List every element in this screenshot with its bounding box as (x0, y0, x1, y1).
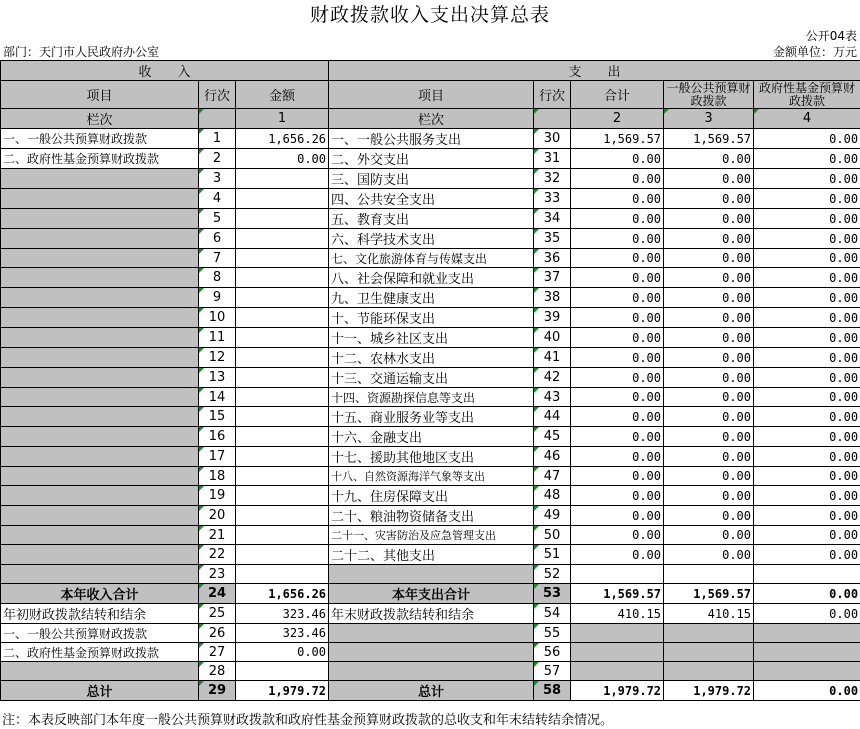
expense-rowno-cell[interactable]: 30 (534, 129, 571, 149)
fund-budget-cell[interactable]: 0.00 (754, 584, 860, 604)
table-row (1, 486, 860, 506)
expense-item-cell[interactable]: 十七、援助其他地区支出 (329, 447, 534, 467)
general-budget-cell[interactable]: 0.00 (664, 427, 754, 447)
expense-rowno-cell[interactable]: 38 (534, 288, 571, 308)
expense-rowno-cell[interactable]: 56 (534, 643, 571, 662)
general-budget-cell[interactable]: 0.00 (664, 348, 754, 368)
income-rowno-cell[interactable]: 22 (199, 545, 236, 565)
fund-budget-cell[interactable]: 0.00 (754, 388, 860, 407)
general-budget-cell[interactable]: 0.00 (664, 506, 754, 526)
income-item-cell[interactable] (1, 249, 199, 268)
income-amount-cell[interactable] (236, 388, 329, 407)
income-rowno-cell[interactable]: 7 (199, 249, 236, 268)
column-number-3[interactable]: 3 (664, 109, 754, 129)
income-rowno-cell[interactable]: 12 (199, 348, 236, 368)
unit-label: 金额单位：万元 (772, 45, 857, 59)
expense-total-cell[interactable]: 0.00 (571, 447, 664, 467)
expense-item-cell[interactable]: 二、外交支出 (329, 149, 534, 169)
expense-rowno-cell[interactable]: 31 (534, 149, 571, 169)
expense-item-cell[interactable]: 六、科学技术支出 (329, 229, 534, 249)
expense-item-cell[interactable]: 十八、自然资源海洋气象等支出 (329, 467, 534, 486)
income-item-header[interactable]: 项目 (1, 81, 199, 109)
expense-rowno-cell[interactable]: 47 (534, 467, 571, 486)
expense-total-cell[interactable]: 0.00 (571, 149, 664, 169)
income-item-cell[interactable] (1, 388, 199, 407)
general-budget-cell[interactable]: 0.00 (664, 249, 754, 268)
income-rowno-cell[interactable]: 27 (199, 643, 236, 662)
table-row (1, 624, 860, 643)
expense-rowno-cell[interactable]: 44 (534, 407, 571, 427)
general-budget-cell[interactable]: 0.00 (664, 288, 754, 308)
general-budget-cell[interactable]: 410.15 (664, 604, 754, 624)
expense-total-cell[interactable]: 0.00 (571, 268, 664, 288)
expense-column-no-label[interactable]: 栏次 (329, 109, 534, 129)
table-row (1, 249, 860, 268)
table-row (1, 584, 860, 604)
income-item-cell[interactable]: 一、一般公共预算财政拨款 (1, 129, 199, 149)
income-rowno-cell[interactable]: 18 (199, 467, 236, 486)
fund-budget-cell[interactable]: 0.00 (754, 268, 860, 288)
expense-rowno-cell[interactable]: 55 (534, 624, 571, 643)
income-rowno-cell[interactable]: 15 (199, 407, 236, 427)
fund-budget-cell[interactable]: 0.00 (754, 348, 860, 368)
income-item-cell[interactable] (1, 447, 199, 467)
fund-budget-cell[interactable]: 0.00 (754, 545, 860, 565)
income-rowno-cell[interactable]: 13 (199, 368, 236, 388)
expense-total-header[interactable]: 合计 (571, 81, 664, 109)
expense-item-cell[interactable]: 八、社会保障和就业支出 (329, 268, 534, 288)
income-item-cell[interactable]: 二、政府性基金预算财政拨款 (1, 643, 199, 662)
expense-rowno-cell[interactable]: 42 (534, 368, 571, 388)
header-row-column-numbers (1, 109, 860, 129)
expense-total-cell[interactable]: 0.00 (571, 189, 664, 209)
general-budget-cell[interactable]: 0.00 (664, 268, 754, 288)
table-row (1, 229, 860, 249)
table-row (1, 129, 860, 149)
income-rowno-cell[interactable]: 8 (199, 268, 236, 288)
expense-rowno-cell[interactable]: 53 (534, 584, 571, 604)
table-row (1, 643, 860, 662)
income-amount-cell[interactable] (236, 407, 329, 427)
table-row (1, 604, 860, 624)
fund-budget-cell[interactable]: 0.00 (754, 169, 860, 189)
table-row (1, 268, 860, 288)
income-amount-cell[interactable] (236, 447, 329, 467)
expense-total-cell[interactable]: 1,569.57 (571, 129, 664, 149)
income-item-cell[interactable]: 年初财政拨款结转和结余 (1, 604, 199, 624)
income-rowno-cell[interactable]: 24 (199, 584, 236, 604)
income-amount-cell[interactable] (236, 565, 329, 584)
income-item-cell[interactable] (1, 467, 199, 486)
income-item-cell[interactable] (1, 427, 199, 447)
income-rowno-cell[interactable]: 1 (199, 129, 236, 149)
income-item-cell[interactable] (1, 407, 199, 427)
expense-total-cell[interactable]: 0.00 (571, 169, 664, 189)
income-rowno-cell[interactable]: 9 (199, 288, 236, 308)
expense-item-header[interactable]: 项目 (329, 81, 534, 109)
general-budget-cell[interactable]: 0.00 (664, 229, 754, 249)
expense-total-cell[interactable]: 0.00 (571, 249, 664, 268)
income-rowno-cell[interactable]: 16 (199, 427, 236, 447)
expense-item-cell[interactable]: 年末财政拨款结转和结余 (329, 604, 534, 624)
fund-budget-cell[interactable]: 0.00 (754, 467, 860, 486)
income-item-cell[interactable] (1, 169, 199, 189)
income-rowno-cell[interactable]: 29 (199, 681, 236, 701)
income-amount-cell[interactable] (236, 368, 329, 388)
expense-item-cell[interactable]: 五、教育支出 (329, 209, 534, 229)
column-number-1[interactable]: 1 (236, 109, 329, 129)
fund-budget-cell[interactable]: 0.00 (754, 328, 860, 348)
income-amount-cell[interactable] (236, 526, 329, 545)
expense-total-cell[interactable]: 0.00 (571, 288, 664, 308)
income-amount-cell[interactable] (236, 506, 329, 526)
fund-budget-cell[interactable]: 0.00 (754, 604, 860, 624)
table-row (1, 447, 860, 467)
income-amount-cell[interactable] (236, 288, 329, 308)
income-item-cell[interactable] (1, 526, 199, 545)
fund-budget-cell[interactable] (754, 624, 860, 643)
expense-total-cell[interactable]: 0.00 (571, 388, 664, 407)
expense-rowno-cell[interactable]: 43 (534, 388, 571, 407)
expense-total-cell[interactable] (571, 565, 664, 584)
expense-header[interactable]: 支 出 (329, 61, 860, 81)
general-budget-cell[interactable] (664, 662, 754, 681)
expense-item-cell[interactable]: 十三、交通运输支出 (329, 368, 534, 388)
expense-total-cell[interactable]: 0.00 (571, 348, 664, 368)
fund-budget-cell[interactable]: 0.00 (754, 308, 860, 328)
expense-rowno-cell[interactable]: 33 (534, 189, 571, 209)
fund-budget-cell[interactable]: 0.00 (754, 249, 860, 268)
fund-budget-cell[interactable] (754, 662, 860, 681)
income-column-no-blank[interactable] (199, 109, 236, 129)
income-item-cell[interactable] (1, 328, 199, 348)
table-row (1, 169, 860, 189)
table-row (1, 149, 860, 169)
expense-total-cell[interactable]: 0.00 (571, 526, 664, 545)
income-amount-cell[interactable] (236, 486, 329, 506)
income-item-cell[interactable] (1, 209, 199, 229)
income-item-cell[interactable] (1, 308, 199, 328)
income-rowno-cell[interactable]: 3 (199, 169, 236, 189)
income-item-cell[interactable] (1, 368, 199, 388)
expense-rowno-cell[interactable]: 36 (534, 249, 571, 268)
income-rowno-cell[interactable]: 26 (199, 624, 236, 643)
expense-rowno-cell[interactable]: 50 (534, 526, 571, 545)
general-budget-cell[interactable]: 1,569.57 (664, 584, 754, 604)
column-number-2[interactable]: 2 (571, 109, 664, 129)
income-rowno-cell[interactable]: 4 (199, 189, 236, 209)
table-row (1, 328, 860, 348)
income-amount-cell[interactable] (236, 467, 329, 486)
expense-rowno-cell[interactable]: 54 (534, 604, 571, 624)
expense-item-cell[interactable]: 十九、住房保障支出 (329, 486, 534, 506)
income-amount-cell[interactable]: 1,979.72 (236, 681, 329, 701)
expense-rowno-cell[interactable]: 37 (534, 268, 571, 288)
income-item-cell[interactable]: 本年收入合计 (1, 584, 199, 604)
general-budget-cell[interactable]: 0.00 (664, 388, 754, 407)
income-rowno-cell[interactable]: 14 (199, 388, 236, 407)
expense-rowno-cell[interactable]: 52 (534, 565, 571, 584)
income-item-cell[interactable] (1, 288, 199, 308)
income-rowno-cell[interactable]: 21 (199, 526, 236, 545)
expense-rowno-cell[interactable]: 48 (534, 486, 571, 506)
table-row (1, 368, 860, 388)
general-budget-cell[interactable]: 0.00 (664, 447, 754, 467)
general-budget-header[interactable] (664, 81, 754, 109)
expense-item-cell[interactable]: 十六、金融支出 (329, 427, 534, 447)
expense-total-cell[interactable]: 0.00 (571, 545, 664, 565)
expense-item-cell[interactable] (329, 565, 534, 584)
income-column-no-label[interactable]: 栏次 (1, 109, 199, 129)
income-amount-cell[interactable] (236, 268, 329, 288)
expense-rowno-cell[interactable]: 57 (534, 662, 571, 681)
income-amount-cell[interactable] (236, 189, 329, 209)
budget-table (0, 60, 860, 701)
income-item-cell[interactable] (1, 189, 199, 209)
expense-item-cell[interactable]: 三、国防支出 (329, 169, 534, 189)
expense-total-cell[interactable]: 0.00 (571, 427, 664, 447)
general-budget-cell[interactable]: 0.00 (664, 486, 754, 506)
expense-item-cell[interactable] (329, 624, 534, 643)
expense-rowno-cell[interactable]: 51 (534, 545, 571, 565)
expense-rowno-cell[interactable]: 35 (534, 229, 571, 249)
income-amount-cell[interactable]: 0.00 (236, 643, 329, 662)
table-row (1, 288, 860, 308)
general-budget-cell[interactable]: 0.00 (664, 149, 754, 169)
expense-total-cell[interactable]: 1,979.72 (571, 681, 664, 701)
general-budget-cell[interactable]: 0.00 (664, 189, 754, 209)
income-item-cell[interactable] (1, 348, 199, 368)
general-budget-cell[interactable]: 1,979.72 (664, 681, 754, 701)
fund-budget-cell[interactable]: 0.00 (754, 288, 860, 308)
expense-item-cell[interactable] (329, 643, 534, 662)
fund-budget-cell[interactable]: 0.00 (754, 506, 860, 526)
income-amount-cell[interactable]: 323.46 (236, 604, 329, 624)
income-item-cell[interactable] (1, 545, 199, 565)
expense-total-cell[interactable]: 0.00 (571, 506, 664, 526)
general-budget-cell[interactable]: 0.00 (664, 545, 754, 565)
income-amount-cell[interactable]: 1,656.26 (236, 584, 329, 604)
expense-total-cell[interactable]: 0.00 (571, 328, 664, 348)
table-row (1, 348, 860, 368)
general-budget-cell[interactable] (664, 643, 754, 662)
table-row (1, 565, 860, 584)
income-amount-cell[interactable] (236, 427, 329, 447)
income-rowno-cell[interactable]: 25 (199, 604, 236, 624)
general-budget-cell[interactable]: 0.00 (664, 209, 754, 229)
expense-total-cell[interactable]: 0.00 (571, 229, 664, 249)
income-item-cell[interactable] (1, 229, 199, 249)
fund-budget-cell[interactable]: 0.00 (754, 427, 860, 447)
general-budget-cell[interactable] (664, 565, 754, 584)
income-amount-cell[interactable] (236, 308, 329, 328)
header-row-columns (1, 81, 860, 109)
fund-budget-header-text: 政府性基金预算财政拨款 (759, 81, 856, 108)
expense-item-cell[interactable]: 七、文化旅游体育与传媒支出 (329, 249, 534, 268)
income-amount-cell[interactable] (236, 545, 329, 565)
income-rowno-cell[interactable]: 6 (199, 229, 236, 249)
expense-total-cell[interactable] (571, 624, 664, 643)
expense-rowno-header[interactable]: 行次 (534, 81, 571, 109)
income-amount-cell[interactable]: 0.00 (236, 149, 329, 169)
expense-total-cell[interactable] (571, 662, 664, 681)
fund-budget-cell[interactable]: 0.00 (754, 681, 860, 701)
income-item-cell[interactable] (1, 565, 199, 584)
expense-total-cell[interactable]: 0.00 (571, 467, 664, 486)
income-rowno-cell[interactable]: 19 (199, 486, 236, 506)
fund-budget-cell[interactable]: 0.00 (754, 526, 860, 545)
general-budget-header-text: 一般公共预算财政拨款 (666, 81, 751, 108)
expense-total-cell[interactable]: 1,569.57 (571, 584, 664, 604)
general-budget-cell[interactable] (664, 624, 754, 643)
fund-budget-header[interactable] (754, 81, 860, 109)
footnote: 注：本表反映部门本年度一般公共预算财政拨款和政府性基金预算财政拨款的总收支和年末结转结余情况。 (2, 713, 614, 728)
fund-budget-cell[interactable] (754, 565, 860, 584)
expense-total-cell[interactable]: 0.00 (571, 486, 664, 506)
income-header[interactable]: 收 入 (1, 61, 329, 81)
general-budget-cell[interactable]: 0.00 (664, 368, 754, 388)
expense-rowno-cell[interactable]: 45 (534, 427, 571, 447)
expense-item-cell[interactable]: 十二、农林水支出 (329, 348, 534, 368)
fund-budget-cell[interactable]: 0.00 (754, 229, 860, 249)
table-row (1, 662, 860, 681)
table-row (1, 467, 860, 486)
income-item-cell[interactable] (1, 486, 199, 506)
fund-budget-cell[interactable] (754, 643, 860, 662)
income-amount-cell[interactable] (236, 169, 329, 189)
table-row (1, 308, 860, 328)
income-amount-cell[interactable]: 323.46 (236, 624, 329, 643)
expense-item-cell[interactable] (329, 662, 534, 681)
income-rowno-cell[interactable]: 11 (199, 328, 236, 348)
expense-item-cell[interactable]: 十五、商业服务业等支出 (329, 407, 534, 427)
expense-rowno-cell[interactable]: 39 (534, 308, 571, 328)
expense-item-cell[interactable]: 二十一、灾害防治及应急管理支出 (329, 526, 534, 545)
expense-item-cell[interactable]: 四、公共安全支出 (329, 189, 534, 209)
income-amount-cell[interactable] (236, 249, 329, 268)
general-budget-cell[interactable]: 0.00 (664, 467, 754, 486)
income-rowno-cell[interactable]: 20 (199, 506, 236, 526)
expense-total-cell[interactable]: 0.00 (571, 368, 664, 388)
expense-column-no-blank[interactable] (534, 109, 571, 129)
table-row (1, 189, 860, 209)
income-amount-header[interactable]: 金额 (236, 81, 329, 109)
fund-budget-cell[interactable]: 0.00 (754, 407, 860, 427)
income-item-cell[interactable]: 二、政府性基金预算财政拨款 (1, 149, 199, 169)
expense-item-cell[interactable]: 九、卫生健康支出 (329, 288, 534, 308)
expense-item-cell[interactable]: 十一、城乡社区支出 (329, 328, 534, 348)
table-row (1, 407, 860, 427)
expense-item-cell[interactable]: 总计 (329, 681, 534, 701)
expense-rowno-cell[interactable]: 58 (534, 681, 571, 701)
fund-budget-cell[interactable]: 0.00 (754, 209, 860, 229)
fund-budget-cell[interactable]: 0.00 (754, 129, 860, 149)
expense-item-cell[interactable]: 十四、资源勘探信息等支出 (329, 388, 534, 407)
general-budget-cell[interactable]: 0.00 (664, 407, 754, 427)
income-rowno-cell[interactable]: 10 (199, 308, 236, 328)
general-budget-cell[interactable]: 0.00 (664, 308, 754, 328)
table-number: 公开04表 (805, 29, 857, 43)
expense-total-cell[interactable]: 0.00 (571, 209, 664, 229)
income-amount-cell[interactable] (236, 662, 329, 681)
department-label: 部门：天门市人民政府办公室 (3, 45, 160, 59)
expense-total-cell[interactable]: 0.00 (571, 407, 664, 427)
fund-budget-cell[interactable]: 0.00 (754, 189, 860, 209)
income-item-cell[interactable] (1, 662, 199, 681)
expense-rowno-cell[interactable]: 40 (534, 328, 571, 348)
expense-item-cell[interactable]: 一、一般公共服务支出 (329, 129, 534, 149)
table-row (1, 681, 860, 701)
fund-budget-cell[interactable]: 0.00 (754, 368, 860, 388)
header-row-sections (1, 61, 860, 81)
expense-rowno-cell[interactable]: 46 (534, 447, 571, 467)
column-number-4[interactable]: 4 (754, 109, 860, 129)
income-amount-cell[interactable] (236, 209, 329, 229)
income-amount-cell[interactable]: 1,656.26 (236, 129, 329, 149)
income-rowno-cell[interactable]: 17 (199, 447, 236, 467)
table-row (1, 427, 860, 447)
income-item-cell[interactable] (1, 268, 199, 288)
expense-total-cell[interactable]: 410.15 (571, 604, 664, 624)
income-item-cell[interactable]: 总计 (1, 681, 199, 701)
income-amount-cell[interactable] (236, 348, 329, 368)
expense-item-cell[interactable]: 十、节能环保支出 (329, 308, 534, 328)
expense-item-cell[interactable]: 二十二、其他支出 (329, 545, 534, 565)
income-rowno-cell[interactable]: 28 (199, 662, 236, 681)
page-title: 财政拨款收入支出决算总表 (309, 4, 550, 26)
income-rowno-cell[interactable]: 23 (199, 565, 236, 584)
income-rowno-header[interactable]: 行次 (199, 81, 236, 109)
expense-rowno-cell[interactable]: 49 (534, 506, 571, 526)
table-row (1, 526, 860, 545)
income-rowno-cell[interactable]: 5 (199, 209, 236, 229)
table-row (1, 506, 860, 526)
income-rowno-cell[interactable]: 2 (199, 149, 236, 169)
general-budget-cell[interactable]: 0.00 (664, 526, 754, 545)
expense-total-cell[interactable]: 0.00 (571, 308, 664, 328)
income-item-cell[interactable] (1, 506, 199, 526)
expense-item-cell[interactable]: 本年支出合计 (329, 584, 534, 604)
fund-budget-cell[interactable]: 0.00 (754, 486, 860, 506)
income-amount-cell[interactable] (236, 229, 329, 249)
expense-item-cell[interactable]: 二十、粮油物资储备支出 (329, 506, 534, 526)
fund-budget-cell[interactable]: 0.00 (754, 149, 860, 169)
expense-rowno-cell[interactable]: 41 (534, 348, 571, 368)
general-budget-cell[interactable]: 0.00 (664, 328, 754, 348)
expense-rowno-cell[interactable]: 34 (534, 209, 571, 229)
table-row (1, 545, 860, 565)
table-row (1, 388, 860, 407)
expense-total-cell[interactable] (571, 643, 664, 662)
income-item-cell[interactable]: 一、一般公共预算财政拨款 (1, 624, 199, 643)
expense-rowno-cell[interactable]: 32 (534, 169, 571, 189)
fund-budget-cell[interactable]: 0.00 (754, 447, 860, 467)
table-row (1, 209, 860, 229)
income-amount-cell[interactable] (236, 328, 329, 348)
general-budget-cell[interactable]: 0.00 (664, 169, 754, 189)
general-budget-cell[interactable]: 1,569.57 (664, 129, 754, 149)
